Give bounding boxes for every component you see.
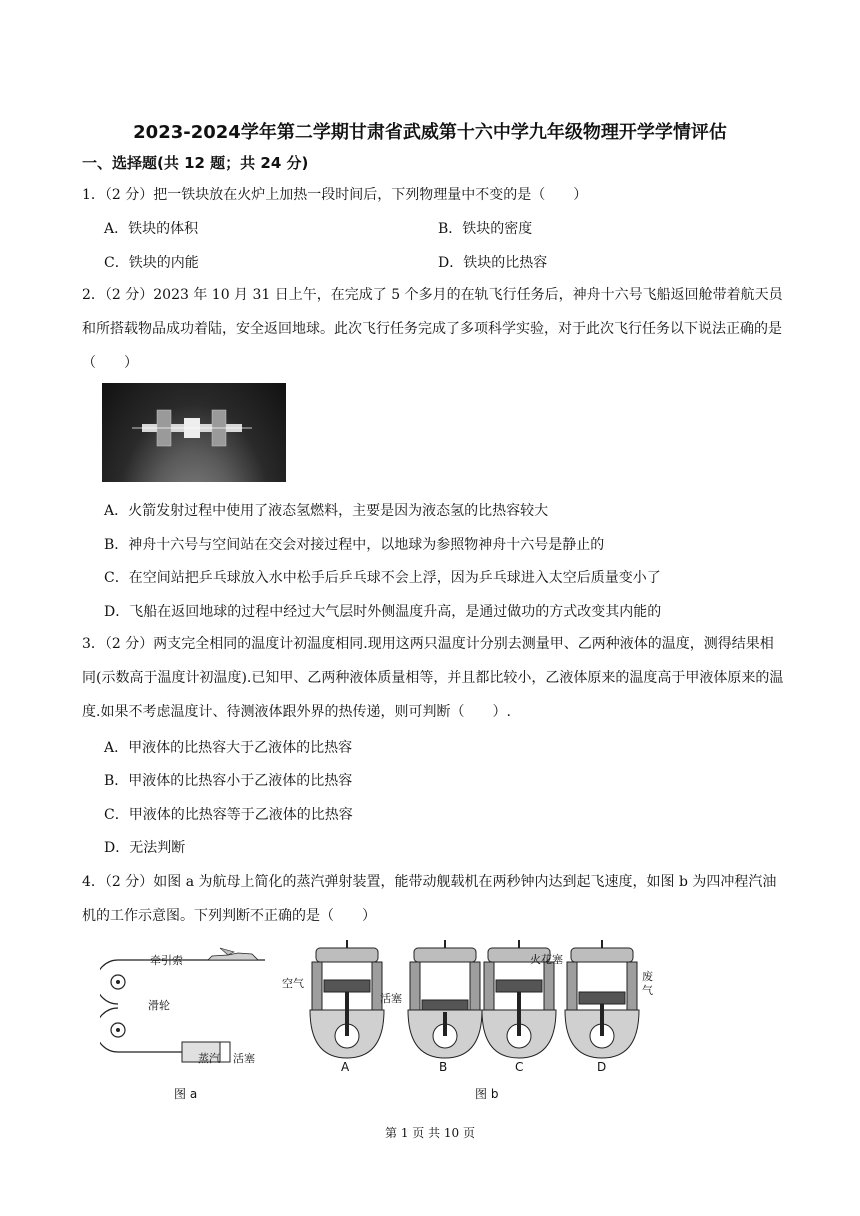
question-2-option-c: C．在空间站把乒乓球放入水中松手后乒乓球不会上浮，因为乒乓球进入太空后质量变小了: [104, 570, 661, 586]
page-footer: 第 1 页 共 10 页: [385, 1126, 475, 1140]
question-3-option-b: B．甲液体的比热容小于乙液体的比热容: [104, 773, 353, 789]
question-1-option-c: C．铁块的内能: [104, 255, 199, 271]
engine-label-b: B: [439, 1060, 448, 1074]
figure-b-caption: 图 b: [475, 1087, 499, 1101]
figure-b-label-piston: 活塞: [380, 992, 402, 1005]
figure-a-catapult-diagram: [100, 938, 270, 1068]
figure-a-label-tow-cable: 牵引索: [150, 954, 183, 967]
figure-a-caption: 图 a: [174, 1087, 198, 1101]
engine-label-d: D: [597, 1060, 607, 1074]
question-3-option-a: A．甲液体的比热容大于乙液体的比热容: [104, 740, 353, 756]
engine-label-a: A: [341, 1060, 350, 1074]
figure-a-label-steam: 蒸汽: [198, 1052, 220, 1065]
question-2-stem: 2．（2 分）2023 年 10 月 31 日上午，在完成了 5 个多月的在轨飞行任务后，神舟十六号飞船返回舱带着航天员和所搭载物品成功着陆，安全返回地球。此次飞行任务完成了多项科学实验，对于此次飞行任务以下说法正确的是（ ）: [82, 287, 783, 371]
question-3-option-c: C．甲液体的比热容等于乙液体的比热容: [104, 807, 353, 823]
figure-a-label-piston: 活塞: [233, 1052, 255, 1065]
engine-label-c: C: [515, 1060, 524, 1074]
question-3-option-d: D．无法判断: [104, 840, 186, 856]
space-station-photo: [102, 383, 286, 482]
engine-cylinder-d: [565, 940, 639, 1058]
space-station-icon: [132, 408, 252, 448]
question-1-option-a: A．铁块的体积: [104, 221, 199, 237]
figure-b-label-spark-plug: 火花塞: [530, 953, 563, 966]
section-heading: 一、选择题(共 12 题；共 24 分): [82, 154, 309, 172]
question-3-stem: 3．（2 分）两支完全相同的温度计初温度相同.现用这两只温度计分别去测量甲、乙两种液体的温度，测得结果相同(示数高于温度计初温度).已知甲、乙两种液体质量相等，并且都比较小，乙液体原来的温度高于甲液体原来的温度.如果不考虑温度计、待测液体跟外界的热传递，则可判断（ ）.: [82, 636, 784, 720]
figure-b-label-air: 空气: [282, 977, 304, 990]
question-4-stem: 4．（2 分）如图 a 为航母上简化的蒸汽弹射装置，能带动舰载机在两秒钟内达到起飞速度，如图 b 为四冲程汽油机的工作示意图。下列判断不正确的是（ ）: [82, 874, 777, 924]
figure-b-label-exhaust-2: 气: [642, 984, 653, 997]
question-2-option-d: D．飞船在返回地球的过程中经过大气层时外侧温度升高，是通过做功的方式改变其内能的: [104, 604, 662, 620]
question-1-option-b: B．铁块的密度: [438, 221, 533, 237]
question-2-option-a: A．火箭发射过程中使用了液态氢燃料，主要是因为液态氢的比热容较大: [104, 503, 549, 519]
figure-b-label-exhaust-1: 废: [642, 970, 653, 983]
question-1-stem: 1．（2 分）把一铁块放在火炉上加热一段时间后，下列物理量中不变的是（ ）: [82, 187, 588, 203]
engine-cylinder-a: [310, 940, 384, 1058]
engine-cylinder-b: [408, 940, 482, 1058]
figure-a-label-pulley: 滑轮: [148, 999, 170, 1012]
question-1-option-d: D．铁块的比热容: [438, 255, 548, 271]
document-title: 2023-2024学年第二学期甘肃省武威第十六中学九年级物理开学学情评估: [133, 122, 727, 143]
question-2-option-b: B．神舟十六号与空间站在交会对接过程中，以地球为参照物神舟十六号是静止的: [104, 537, 605, 553]
